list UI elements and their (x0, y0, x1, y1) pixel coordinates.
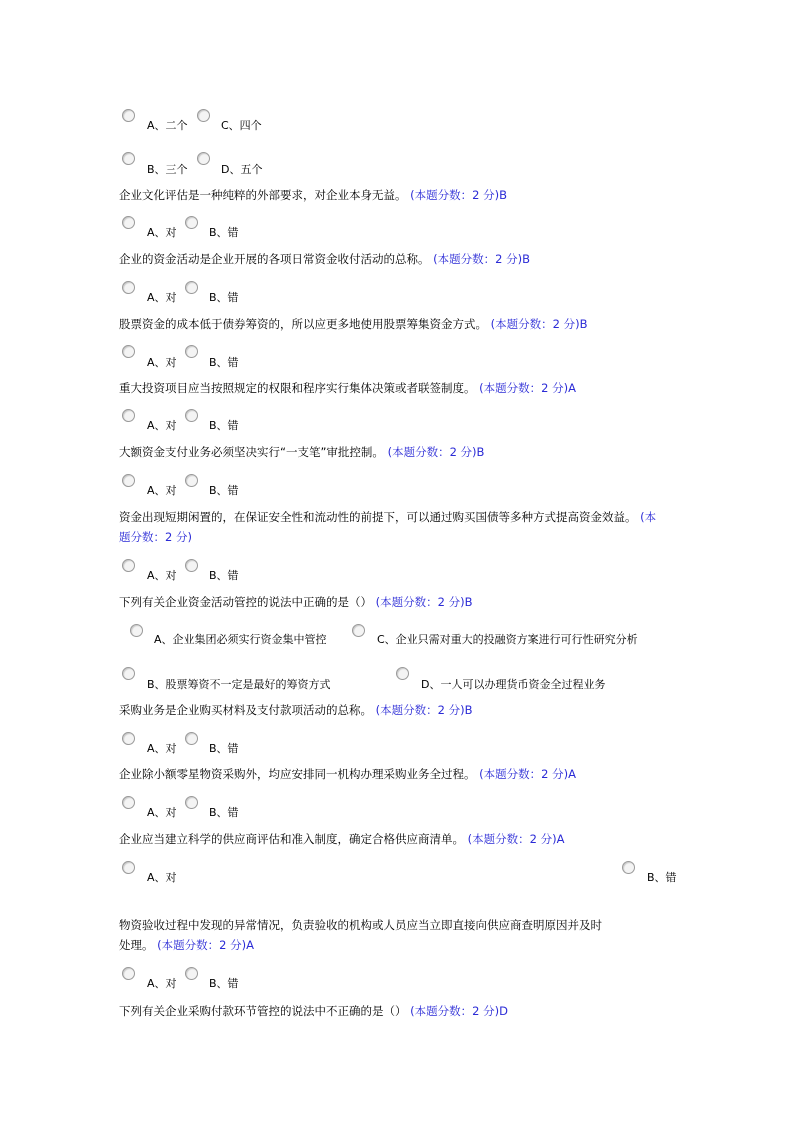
radio-option-a[interactable] (130, 624, 143, 637)
question-text: 企业文化评估是一种纯粹的外部要求，对企业本身无益。 (119, 188, 407, 202)
question-score: (本题分数：2 分)A (479, 381, 576, 395)
question-text: 下列有关企业资金活动管控的说法中正确的是（） (119, 595, 372, 609)
option-label: B、错 (647, 871, 677, 884)
option-label: A、对 (147, 742, 177, 755)
question-2 (119, 251, 530, 267)
question-text: 大额资金支付业务必须坚决实行“一支笔”审批控制。 (119, 445, 384, 459)
option-label: A、对 (147, 291, 177, 304)
option-label: A、对 (147, 419, 177, 432)
option-label: B、错 (209, 806, 239, 819)
question-score: (本题分数：2 分)A (157, 938, 254, 952)
radio-option-a[interactable] (122, 109, 135, 122)
option-label: B、错 (209, 484, 239, 497)
question-9 (119, 766, 576, 782)
question-score-continued: 题分数：2 分) (119, 530, 192, 544)
option-label: B、错 (209, 419, 239, 432)
radio-option-c[interactable] (352, 624, 365, 637)
question-3 (119, 316, 588, 332)
radio-option-true[interactable] (122, 732, 135, 745)
question-text: 企业除小额零星物资采购外，均应安排同一机构办理采购业务全过程。 (119, 767, 476, 781)
option-label: A、二个 (147, 119, 188, 132)
question-text: 下列有关企业采购付款环节管控的说法中不正确的是（） (119, 1004, 407, 1018)
option-label: A、对 (147, 226, 177, 239)
option-label: A、对 (147, 569, 177, 582)
option-label: B、错 (209, 291, 239, 304)
radio-option-false[interactable] (185, 967, 198, 980)
radio-option-false[interactable] (185, 796, 198, 809)
question-text: 企业的资金活动是企业开展的各项日常资金收付活动的总称。 (119, 252, 430, 266)
question-score: (本题分数：2 分)B (433, 252, 530, 266)
question-score: (本题分数：2 分)D (410, 1004, 508, 1018)
option-label: A、对 (147, 977, 177, 990)
option-label: D、五个 (221, 163, 263, 176)
option-label: C、四个 (221, 119, 262, 132)
radio-option-true[interactable] (122, 861, 135, 874)
question-score: (本题分数：2 分)B (410, 188, 507, 202)
radio-option-false[interactable] (185, 345, 198, 358)
option-label: A、对 (147, 806, 177, 819)
question-1 (119, 187, 507, 203)
option-label: A、企业集团必须实行资金集中管控 (154, 633, 327, 646)
question-7 (119, 594, 473, 610)
question-score: (本题分数：2 分)B (387, 445, 485, 459)
radio-option-true[interactable] (122, 216, 135, 229)
question-text: 资金出现短期闲置的，在保证安全性和流动性的前提下，可以通过购买国债等多种方式提高资金效益。 (119, 510, 637, 524)
question-5 (119, 444, 484, 460)
question-score: (本题分数：2 分)B (375, 703, 473, 717)
radio-option-true[interactable] (122, 559, 135, 572)
question-12 (119, 1003, 508, 1019)
option-label: B、错 (209, 569, 239, 582)
question-11: 物资验收过程中发现的异常情况，负责验收的机构或人员应当立即直接向供应商查明原因并及时 (119, 918, 602, 932)
radio-option-true[interactable] (122, 409, 135, 422)
question-score: (本题分数：2 分)B (490, 317, 588, 331)
question-10 (119, 831, 564, 847)
question-11-continued (119, 937, 254, 953)
radio-option-b[interactable] (122, 152, 135, 165)
option-label: D、一人可以办理货币资金全过程业务 (421, 678, 606, 691)
radio-option-false[interactable] (185, 216, 198, 229)
option-label: A、对 (147, 356, 177, 369)
radio-option-false[interactable] (185, 732, 198, 745)
question-text: 重大投资项目应当按照规定的权限和程序实行集体决策或者联签制度。 (119, 381, 476, 395)
radio-option-false[interactable] (185, 281, 198, 294)
radio-option-true[interactable] (122, 281, 135, 294)
radio-option-false[interactable] (185, 474, 198, 487)
radio-option-b[interactable] (122, 667, 135, 680)
radio-option-d[interactable] (197, 152, 210, 165)
option-label: A、对 (147, 871, 177, 884)
question-text: 采购业务是企业购买材料及支付款项活动的总称。 (119, 703, 372, 717)
question-score: (本 (640, 510, 657, 524)
option-label: A、对 (147, 484, 177, 497)
question-text: 处理。 (119, 938, 154, 952)
option-label: B、错 (209, 226, 239, 239)
question-text: 企业应当建立科学的供应商评估和准入制度，确定合格供应商清单。 (119, 832, 464, 846)
question-4 (119, 380, 576, 396)
radio-option-true[interactable] (122, 796, 135, 809)
option-label: B、错 (209, 742, 239, 755)
radio-option-true[interactable] (122, 474, 135, 487)
radio-option-true[interactable] (122, 345, 135, 358)
question-score: (本题分数：2 分)A (479, 767, 576, 781)
question-text: 股票资金的成本低于债券筹资的，所以应更多地使用股票筹集资金方式。 (119, 317, 487, 331)
question-6 (119, 509, 656, 525)
radio-option-false[interactable] (185, 409, 198, 422)
option-label: C、企业只需对重大的投融资方案进行可行性研究分析 (377, 633, 638, 646)
question-score: (本题分数：2 分)A (467, 832, 565, 846)
radio-option-true[interactable] (122, 967, 135, 980)
radio-option-d[interactable] (396, 667, 409, 680)
radio-option-false[interactable] (622, 861, 635, 874)
radio-option-c[interactable] (197, 109, 210, 122)
radio-option-false[interactable] (185, 559, 198, 572)
option-label: B、三个 (147, 163, 188, 176)
question-8 (119, 702, 473, 718)
question-score: (本题分数：2 分)B (375, 595, 473, 609)
option-label: B、错 (209, 356, 239, 369)
option-label: B、股票筹资不一定是最好的筹资方式 (147, 678, 331, 691)
option-label: B、错 (209, 977, 239, 990)
